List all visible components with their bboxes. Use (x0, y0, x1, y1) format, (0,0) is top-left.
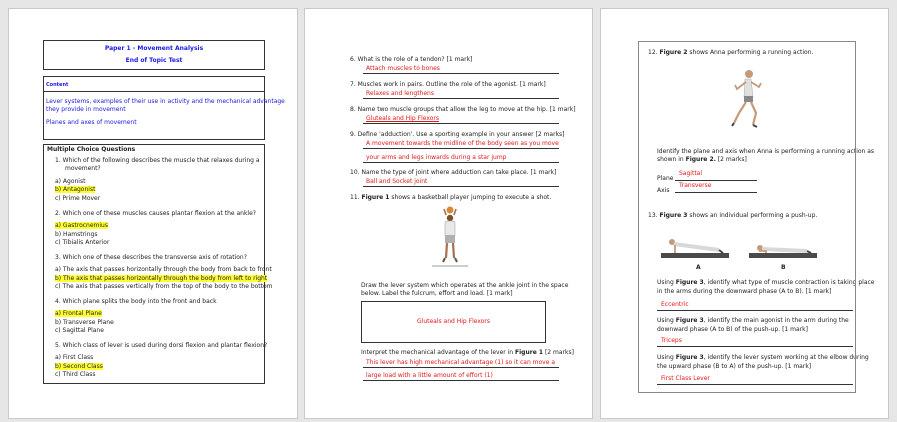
p2-figure-ref: Figure 3 (675, 317, 704, 324)
q10-answer: Ball and Socket joint (366, 178, 428, 185)
q1-text-2: movement? (65, 165, 101, 172)
q9-text: 9. Define 'adduction'. Use a sporting example in your answer [2 marks] (350, 131, 565, 138)
q1-text: 1. Which of the following describes the muscle that relaxes during a (55, 157, 260, 164)
q11-text-rest: shows a basketball player jumping to execute a shot. (391, 194, 552, 201)
q5-option-b: b) Second Class (55, 363, 103, 370)
p2-answer: Triceps (661, 337, 682, 344)
q7-answer: Relaxes and lengthens (366, 90, 434, 97)
q5-option-c: c) Third Class (55, 371, 96, 378)
axis-label: Axis (657, 187, 670, 194)
p1-figure-ref: Figure 3 (675, 279, 704, 286)
interpret-answer-2: large load with a little amount of effort (1) (366, 372, 493, 379)
p3-answer: First Class Lever (661, 375, 710, 382)
page-2 (304, 8, 593, 419)
p3-rest: , identify the lever system working at the elbow during (703, 354, 869, 361)
q3-option-b: b) The axis that passes horizontally through the body from left to right (55, 275, 268, 282)
q1-option-a: a) Agonist (55, 178, 86, 185)
interpret-marks: [2 marks] (544, 349, 574, 356)
q8-text: 8. Name two muscle groups that allow the leg to move at the hip. [1 mark] (350, 106, 576, 113)
q5-option-a: a) First Class (55, 354, 94, 361)
q12-instruction-pre: shown in (657, 156, 684, 163)
q6-text: 6. What is the role of a tendon? [1 mark] (350, 56, 473, 63)
answer-line (363, 380, 559, 381)
q6-answer: Attach muscles to bones (366, 65, 440, 72)
q2-option-b: b) Hamstrings (55, 231, 98, 238)
p3-pre: Using (657, 354, 674, 361)
q2-option-a: a) Gastrocnemius (55, 222, 108, 229)
content-line-2: they provide in movement (46, 106, 126, 113)
q3-text: 3. Which one of these describes the transverse axis of rotation? (55, 254, 247, 261)
drawing-box-answer: Gluteals and Hip Flexors (417, 318, 490, 325)
q5-text: 5. Which class of lever is used during dorsi flexion and plantar flexion? (55, 342, 268, 349)
page-subtitle: End of Topic Test (125, 57, 183, 64)
content-divider (43, 91, 265, 92)
q13-number: 13. (648, 212, 658, 219)
q9-answer-2: your arms and legs inwards during a star jump (366, 154, 507, 161)
q1-option-c: c) Prime Mover (55, 195, 101, 202)
q4-option-c: c) Sagittal Plane (55, 327, 104, 334)
page-1 (8, 8, 298, 419)
p1-answer: Eccentric (661, 301, 689, 308)
figure-label-a: A (696, 264, 701, 271)
q12-figure-ref: Figure 2 (659, 49, 688, 56)
p1-pre: Using (657, 279, 674, 286)
draw-instruction-2: below. Label the fulcrum, effort and load. [1 mark] (361, 290, 513, 297)
basketball-player-image (430, 206, 470, 272)
interpret-text-pre: Interpret the mechanical advantage of the lever in (361, 349, 514, 356)
answer-line (363, 186, 559, 187)
answer-line (363, 367, 559, 368)
axis-answer: Transverse (679, 182, 712, 189)
q7-text: 7. Muscles work in pairs. Outline the role of the agonist. [1 mark] (350, 81, 546, 88)
q4-option-a: a) Frontal Plane (55, 310, 102, 317)
q12-number: 12. (648, 49, 658, 56)
plane-answer: Sagittal (679, 170, 703, 177)
answer-line (363, 98, 559, 99)
q3-option-c: c) The axis that passes vertically from the top of the body to the bottom (55, 283, 273, 290)
answer-line (363, 148, 559, 149)
interpret-figure-ref: Figure 1 (515, 349, 544, 356)
interpret-question (361, 349, 574, 356)
q13-text-rest: shows an individual performing a push-up. (689, 212, 818, 219)
q12-instruction-marks: [2 marks] (717, 156, 747, 163)
p2-rest: , identify the main agonist in the arm during the (703, 317, 849, 324)
q11-text (350, 194, 551, 201)
answer-line (363, 73, 559, 74)
p2-question-2: downward phase (A to B) of the push-up. [1 mark] (657, 326, 808, 333)
q12-text-rest: shows Anna performing a running action. (689, 49, 814, 56)
page-3 (600, 8, 889, 419)
q11-figure-ref: Figure 1 (361, 194, 390, 201)
p3-question-2: the upward phase (B to A) of the push-up. [1 mark] (657, 363, 812, 370)
page-title: Paper 1 - Movement Analysis (104, 45, 204, 52)
content-line-3: Planes and axes of movement (46, 119, 137, 126)
q12-instruction-1: Identify the plane and axis when Anna is performing a running action as (657, 148, 875, 155)
q4-text: 4. Which plane splits the body into the front and back (55, 298, 217, 305)
figure-label-b: B (781, 264, 786, 271)
q10-text: 10. Name the type of joint where adduction can take place. [1 mark] (350, 169, 557, 176)
p1-question-2: in the arms during the downward phase (A to B). [1 mark] (657, 288, 832, 295)
q1-option-b: b) Antagonist (55, 186, 96, 193)
q11-number: 11. (350, 194, 360, 201)
interpret-answer-1: This lever has high mechanical advantage (1) so it can move a (366, 359, 555, 366)
plane-label: Plane (657, 175, 674, 182)
mcq-heading: Multiple Choice Questions (47, 146, 136, 153)
q3-option-a: a) The axis that passes horizontally through the body from back to front (55, 266, 272, 273)
p1-rest: , identify what type of muscle contraction is taking place (703, 279, 875, 286)
draw-instruction-1: Draw the lever system which operates at the ankle joint in the space (361, 282, 569, 289)
q13-outline-box (638, 41, 856, 393)
q2-text: 2. Which one of these muscles causes plantar flexion at the ankle? (55, 210, 256, 217)
q4-option-b: b) Transverse Plane (55, 319, 114, 326)
content-heading: Content (46, 82, 69, 88)
q2-option-c: c) Tibialis Anterior (55, 239, 110, 246)
q9-answer-1: A movement towards the midline of the body seen as you move (366, 140, 559, 147)
q8-answer: Gluteals and Hip Flexors (366, 115, 439, 122)
q12-instruction-fig: Figure 2. (685, 156, 716, 163)
content-line-1: Lever systems, examples of their use in activity and the mechanical advantage (46, 98, 285, 105)
q13-figure-ref: Figure 3 (659, 212, 688, 219)
answer-line (363, 162, 559, 163)
p2-pre: Using (657, 317, 674, 324)
answer-line (363, 123, 559, 124)
p3-figure-ref: Figure 3 (675, 354, 704, 361)
